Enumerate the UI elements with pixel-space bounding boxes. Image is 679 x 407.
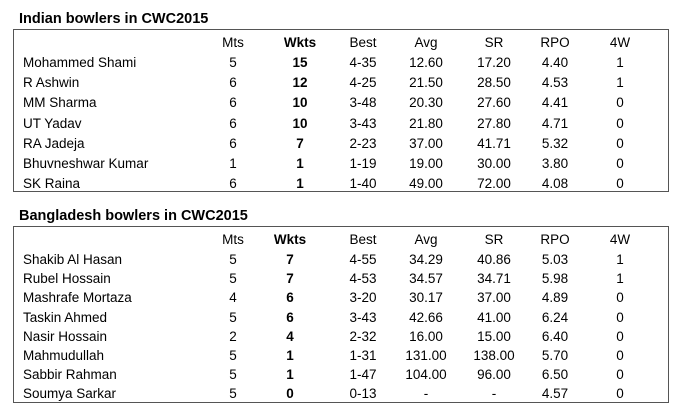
cell-rpo: 6.50 [541, 367, 569, 383]
cell-wkts: 0 [286, 386, 294, 402]
cell-mts: 5 [229, 55, 237, 70]
cell-best: 3-48 [349, 95, 377, 111]
col-header-mts: Mts [222, 232, 244, 247]
cell-rpo: 3.80 [541, 156, 569, 171]
cell-sr: 96.00 [477, 367, 511, 383]
cell-sr: 41.71 [477, 135, 511, 151]
cell-bowler-name: Rubel Hossain [23, 271, 111, 287]
cell-mts: 5 [229, 252, 237, 267]
cell-mts: 5 [229, 367, 237, 383]
cell-rpo: 4.08 [541, 176, 569, 192]
cell-4w: 0 [616, 309, 624, 325]
cell-rpo: 5.03 [541, 252, 569, 267]
col-header-best: Best [349, 35, 377, 50]
col-header-rpo: RPO [540, 232, 570, 247]
cell-4w: 1 [616, 252, 624, 267]
cell-avg: 104.00 [405, 367, 447, 383]
cell-sr: 72.00 [477, 176, 511, 192]
cell-sr: 41.00 [477, 309, 511, 325]
cell-wkts: 7 [286, 252, 294, 267]
col-header-avg: Avg [414, 232, 438, 247]
cell-avg: 21.50 [409, 75, 443, 91]
cell-sr: 34.71 [477, 271, 511, 287]
cell-avg: 34.57 [409, 271, 443, 287]
cell-4w: 0 [616, 328, 624, 344]
cell-best: 4-53 [349, 271, 377, 287]
cell-sr: 17.20 [477, 55, 511, 70]
col-header-best: Best [349, 232, 377, 247]
cell-wkts: 15 [292, 55, 308, 70]
cell-bowler-name: Mashrafe Mortaza [23, 290, 132, 306]
col-header-sr: SR [484, 232, 504, 247]
cell-mts: 6 [229, 135, 237, 151]
cell-4w: 0 [616, 176, 624, 192]
cell-bowler-name: UT Yadav [23, 115, 82, 131]
cell-wkts: 4 [286, 328, 294, 344]
cell-best: 1-40 [349, 176, 377, 192]
col-header-4w: 4W [609, 232, 631, 247]
col-header-avg: Avg [414, 35, 438, 50]
cell-avg: 34.29 [409, 252, 443, 267]
cell-4w: 1 [616, 55, 624, 70]
india-bowlers-table [13, 29, 669, 192]
cell-4w: 1 [616, 271, 624, 287]
cell-best: 1-19 [349, 156, 377, 171]
cell-mts: 1 [229, 156, 237, 171]
cell-mts: 2 [229, 328, 237, 344]
cell-rpo: 5.70 [541, 348, 569, 363]
cell-avg: 16.00 [409, 328, 443, 344]
cell-mts: 5 [229, 309, 237, 325]
cell-rpo: 4.89 [541, 290, 569, 306]
cell-bowler-name: Mohammed Shami [23, 55, 137, 70]
cell-sr: 30.00 [477, 156, 511, 171]
cell-sr: 40.86 [477, 252, 511, 267]
cell-bowler-name: Taskin Ahmed [23, 309, 108, 325]
cell-sr: - [491, 386, 497, 402]
col-header-wkts: Wkts [283, 35, 317, 50]
cell-wkts: 1 [286, 348, 294, 363]
cell-4w: 0 [616, 386, 624, 402]
cell-sr: 138.00 [473, 348, 515, 363]
cell-mts: 6 [229, 95, 237, 111]
cell-best: 0-13 [349, 386, 377, 402]
cell-mts: 6 [229, 115, 237, 131]
cell-4w: 0 [616, 95, 624, 111]
cell-4w: 0 [616, 348, 624, 363]
cell-4w: 0 [616, 156, 624, 171]
cell-best: 2-32 [349, 328, 377, 344]
cell-wkts: 1 [296, 156, 304, 171]
cell-4w: 0 [616, 115, 624, 131]
cell-rpo: 4.40 [541, 55, 569, 70]
cell-bowler-name: Shakib Al Hasan [23, 252, 123, 267]
cell-bowler-name: RA Jadeja [23, 135, 85, 151]
cell-mts: 4 [229, 290, 237, 306]
cell-best: 4-25 [349, 75, 377, 91]
col-header-4w: 4W [609, 35, 631, 50]
cell-wkts: 6 [286, 290, 294, 306]
cell-wkts: 7 [296, 135, 304, 151]
col-header-sr: SR [484, 35, 504, 50]
cell-bowler-name: R Ashwin [23, 75, 80, 91]
bangladesh-bowlers-table [13, 226, 669, 403]
cell-mts: 5 [229, 348, 237, 363]
bangladesh-table-title: Bangladesh bowlers in CWC2015 [19, 208, 248, 224]
cell-avg: 30.17 [409, 290, 443, 306]
cell-wkts: 10 [292, 115, 308, 131]
cell-best: 4-35 [349, 55, 377, 70]
cell-4w: 1 [616, 75, 624, 91]
cell-best: 1-47 [349, 367, 377, 383]
cell-bowler-name: Mahmudullah [23, 348, 105, 363]
cell-wkts: 1 [296, 176, 304, 192]
cell-best: 3-20 [349, 290, 377, 306]
cell-bowler-name: Soumya Sarkar [23, 386, 117, 402]
cell-rpo: 6.40 [541, 328, 569, 344]
cell-avg: 12.60 [409, 55, 443, 70]
cell-4w: 0 [616, 290, 624, 306]
cell-avg: 19.00 [409, 156, 443, 171]
col-header-wkts: Wkts [273, 232, 307, 247]
cell-4w: 0 [616, 135, 624, 151]
cell-avg: 21.80 [409, 115, 443, 131]
col-header-rpo: RPO [540, 35, 570, 50]
cell-sr: 15.00 [477, 328, 511, 344]
cell-mts: 6 [229, 176, 237, 192]
cell-best: 3-43 [349, 309, 377, 325]
cell-sr: 27.80 [477, 115, 511, 131]
cell-rpo: 6.24 [541, 309, 569, 325]
cell-mts: 5 [229, 271, 237, 287]
cell-wkts: 12 [292, 75, 308, 91]
cell-avg: 20.30 [409, 95, 443, 111]
cell-rpo: 5.32 [541, 135, 569, 151]
cell-wkts: 10 [292, 95, 308, 111]
cell-wkts: 7 [286, 271, 294, 287]
cell-rpo: 4.57 [541, 386, 569, 402]
cell-sr: 37.00 [477, 290, 511, 306]
cell-best: 3-43 [349, 115, 377, 131]
cell-rpo: 5.98 [541, 271, 569, 287]
cell-avg: 37.00 [409, 135, 443, 151]
cell-best: 1-31 [349, 348, 377, 363]
cell-mts: 6 [229, 75, 237, 91]
cell-wkts: 1 [286, 367, 294, 383]
cell-avg: 49.00 [409, 176, 443, 192]
cell-avg: 131.00 [405, 348, 447, 363]
cell-wkts: 6 [286, 309, 294, 325]
cell-avg: - [423, 386, 429, 402]
cell-bowler-name: SK Raina [23, 176, 81, 192]
cell-avg: 42.66 [409, 309, 443, 325]
cell-4w: 0 [616, 367, 624, 383]
cell-rpo: 4.41 [541, 95, 569, 111]
cell-sr: 28.50 [477, 75, 511, 91]
cell-bowler-name: Sabbir Rahman [23, 367, 117, 383]
cell-mts: 5 [229, 386, 237, 402]
cell-bowler-name: Nasir Hossain [23, 328, 108, 344]
cell-best: 2-23 [349, 135, 377, 151]
cell-rpo: 4.71 [541, 115, 569, 131]
india-table-title: Indian bowlers in CWC2015 [19, 11, 209, 27]
col-header-mts: Mts [222, 35, 244, 50]
cell-bowler-name: MM Sharma [23, 95, 97, 111]
cell-sr: 27.60 [477, 95, 511, 111]
cell-rpo: 4.53 [541, 75, 569, 91]
cell-best: 4-55 [349, 252, 377, 267]
cell-bowler-name: Bhuvneshwar Kumar [23, 156, 149, 171]
